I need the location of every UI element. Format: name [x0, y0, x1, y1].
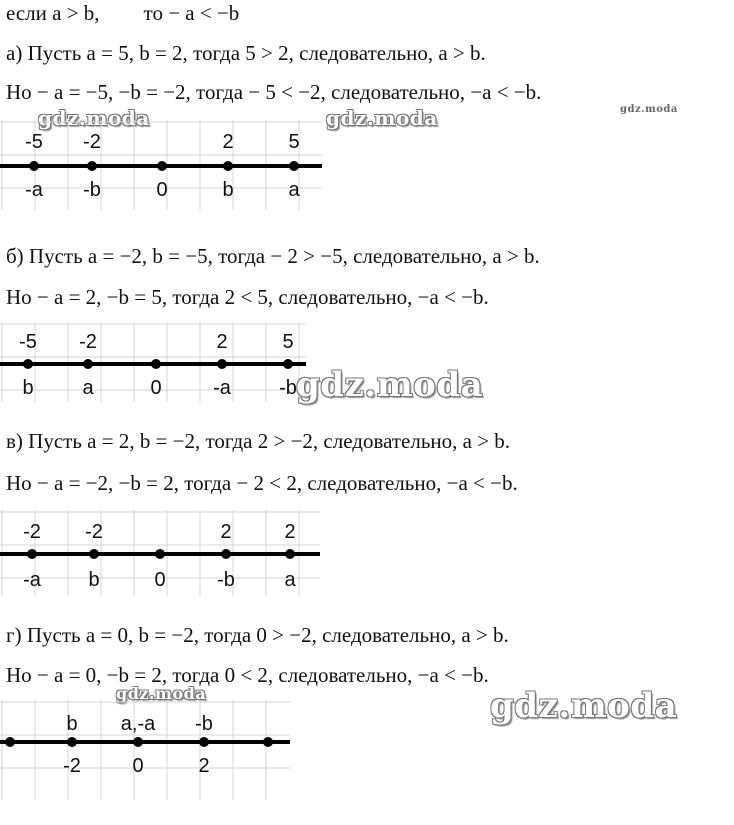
header-condition: если a > b, — [6, 1, 100, 25]
tick-label-bottom: a — [284, 569, 296, 591]
tick-label-top: -2 — [85, 521, 103, 543]
section-b-line1: б) Пусть a = −2, b = −5, тогда − 2 > −5, следовательно, a > b. — [6, 244, 540, 268]
tick-label-top: -b — [195, 713, 213, 735]
tick-label-top: 2 — [216, 331, 228, 353]
number-line-v — [0, 510, 330, 600]
point — [217, 359, 227, 369]
watermark-logo: gdz.moda — [326, 106, 438, 130]
tick-label-bottom: -a — [23, 569, 41, 591]
tick-label-top: 5 — [282, 331, 294, 353]
tick-label-top: -5 — [19, 331, 37, 353]
point — [29, 161, 39, 171]
number-line-b — [0, 322, 320, 412]
point — [283, 359, 293, 369]
tick-label-bottom: -2 — [63, 755, 81, 777]
tick-label-bottom: 2 — [198, 755, 210, 777]
tick-label-top: 5 — [288, 131, 300, 153]
watermark-logo: gdz.moda — [296, 365, 484, 405]
tick-label-bottom: b — [88, 569, 100, 591]
watermark-logo: gdz.moda — [490, 686, 678, 726]
header-conclusion: то − a < −b — [143, 1, 240, 25]
tick-label-bottom: a — [288, 179, 300, 201]
section-v-line1: в) Пусть a = 2, b = −2, тогда 2 > −2, следовательно, a > b. — [6, 429, 511, 453]
section-a-line1: а) Пусть a = 5, b = 2, тогда 5 > 2, следовательно, a > b. — [6, 41, 486, 65]
tick-label-top: -5 — [25, 131, 43, 153]
watermark-logo: gdz.moda — [38, 106, 150, 130]
section-v-line2: Но − a = −2, −b = 2, тогда − 2 < 2, следовательно, −a < −b. — [6, 471, 518, 495]
header-line — [6, 0, 239, 26]
point — [23, 359, 33, 369]
tick-label-top: 2 — [284, 521, 296, 543]
tick-label-bottom: a — [82, 377, 94, 399]
tick-label-bottom: 0 — [154, 569, 166, 591]
point — [199, 737, 209, 747]
section-a-line2: Но − a = −5, −b = −2, тогда − 5 < −2, следовательно, −a < −b. — [6, 80, 542, 104]
point — [87, 161, 97, 171]
tick-label-bottom: 0 — [150, 377, 162, 399]
section-b-line2: Но − a = 2, −b = 5, тогда 2 < 5, следовательно, −a < −b. — [6, 285, 489, 309]
watermark-logo: gdz.moda — [620, 104, 678, 115]
tick-label-bottom: -a — [25, 179, 43, 201]
point — [223, 161, 233, 171]
section-g-line2: Но − a = 0, −b = 2, тогда 0 < 2, следовательно, −a < −b. — [6, 663, 489, 687]
point — [133, 737, 143, 747]
point — [5, 737, 15, 747]
point — [67, 737, 77, 747]
tick-label-top: -2 — [79, 331, 97, 353]
tick-label-bottom: -b — [217, 569, 235, 591]
tick-label-top: 2 — [222, 131, 234, 153]
tick-label-top: 2 — [220, 521, 232, 543]
point — [263, 737, 273, 747]
tick-label-bottom: -b — [83, 179, 101, 201]
tick-label-bottom: 0 — [156, 179, 168, 201]
point — [289, 161, 299, 171]
number-line-a — [0, 120, 340, 210]
tick-label-bottom: -a — [213, 377, 231, 399]
tick-label-bottom: b — [22, 377, 34, 399]
point — [89, 549, 99, 559]
section-g-line1: г) Пусть a = 0, b = −2, тогда 0 > −2, следовательно, a > b. — [6, 623, 509, 647]
point — [221, 549, 231, 559]
tick-label-bottom: 0 — [132, 755, 144, 777]
tick-label-bottom: -b — [279, 377, 297, 399]
tick-label-top: a,-a — [120, 713, 156, 735]
point — [151, 359, 161, 369]
point — [83, 359, 93, 369]
tick-label-bottom: b — [222, 179, 234, 201]
point — [155, 549, 165, 559]
point — [157, 161, 167, 171]
point — [27, 549, 37, 559]
tick-label-top: -2 — [23, 521, 41, 543]
point — [285, 549, 295, 559]
tick-label-top: b — [66, 713, 78, 735]
watermark-logo: gdz.moda — [116, 684, 207, 703]
tick-label-top: -2 — [83, 131, 101, 153]
number-line-g — [0, 700, 300, 800]
